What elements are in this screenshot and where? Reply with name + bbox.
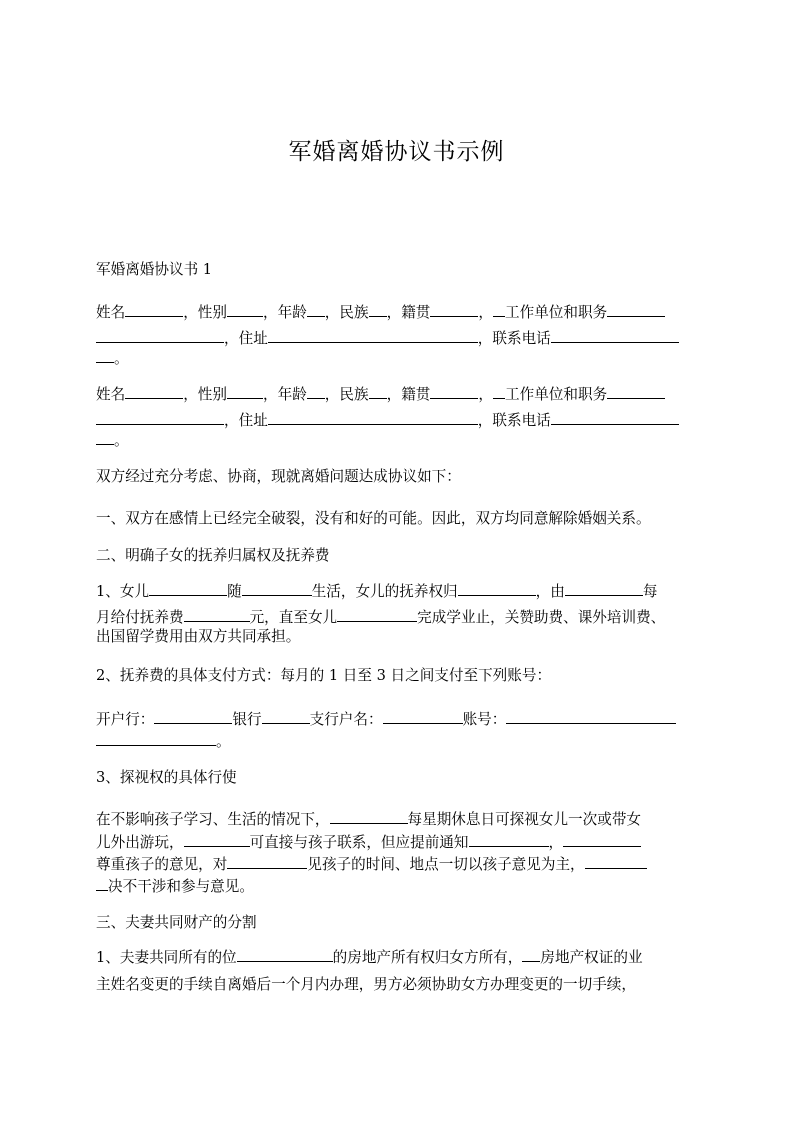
- label-gender: ，性别: [183, 386, 227, 403]
- label-phone: ，联系电话: [477, 412, 551, 429]
- text: 在不影响孩子学习、生活的情况下，: [96, 811, 330, 828]
- text: 1、女儿: [96, 583, 150, 600]
- blank-field[interactable]: [237, 944, 333, 962]
- text: 完成学业止，关赞助费、课外培训费、: [417, 609, 666, 626]
- text: 随: [227, 583, 242, 600]
- blank-field[interactable]: [184, 604, 250, 622]
- label-age: ，年龄: [263, 386, 307, 403]
- label-bank: 开户行：: [96, 711, 155, 728]
- blank-field[interactable]: [307, 299, 325, 317]
- party2-line3: [96, 427, 716, 454]
- label-account-name: 支行户名：: [309, 711, 383, 728]
- period: 。: [216, 733, 231, 750]
- party2-line1: [96, 381, 716, 408]
- clause-3-1-line2: 主姓名变更的手续自离婚后一个月内办理，男方必须协助女方办理变更的一切手续，: [96, 976, 636, 993]
- visit-line4: [96, 873, 716, 900]
- clause-2-3-title: 3、探视权的具体行使: [96, 769, 237, 786]
- account-line2: [96, 728, 716, 755]
- label-ethnic: ，民族: [324, 304, 369, 321]
- intro-paragraph: 双方经过充分考虑、协商，现就离婚问题达成协议如下：: [96, 468, 461, 485]
- label-account-number: 账号：: [462, 711, 507, 728]
- label-name: 姓名: [96, 386, 126, 403]
- blank-field[interactable]: [154, 706, 232, 724]
- label-name: 姓名: [96, 304, 126, 321]
- label-ethnic: ，民族: [324, 386, 369, 403]
- text: 生活，女儿的抚养权归: [311, 583, 458, 600]
- text: 月给付抚养费: [96, 609, 184, 626]
- blank-field[interactable]: [227, 381, 263, 399]
- separator: ，: [478, 304, 493, 321]
- text: ，: [548, 834, 564, 851]
- blank-field[interactable]: [522, 944, 540, 962]
- text: 房地产权证的业: [540, 949, 643, 966]
- separator: ，: [478, 386, 493, 403]
- text: 尊重孩子的意见，对: [96, 856, 228, 873]
- blank-field[interactable]: [585, 851, 647, 869]
- blank-field[interactable]: [469, 829, 549, 847]
- label-age: ，年龄: [263, 304, 307, 321]
- blank-field[interactable]: [430, 381, 478, 399]
- clause-2-title: 二、明确子女的抚养归属权及抚养费: [96, 547, 330, 564]
- clause-2-2: 2、抚养费的具体支付方式：每月的 1 日至 3 日之间支付至下列账号：: [96, 667, 552, 684]
- clause-2-1-line3: 出国留学费用由双方共同承担。: [96, 628, 301, 645]
- clause-3-title: 三、夫妻共同财产的分割: [96, 914, 257, 931]
- blank-field[interactable]: [551, 407, 679, 425]
- blank-field[interactable]: [607, 381, 665, 399]
- text: 决不干涉和参与意见。: [108, 878, 254, 895]
- blank-field[interactable]: [369, 381, 387, 399]
- label-origin: ，籍贯: [386, 386, 431, 403]
- blank-field[interactable]: [383, 706, 463, 724]
- text: ，由: [535, 583, 565, 600]
- blank-field[interactable]: [268, 325, 478, 343]
- blank-field[interactable]: [184, 829, 250, 847]
- text: 儿外出游玩，: [96, 834, 184, 851]
- blank-field[interactable]: [607, 299, 665, 317]
- blank-field[interactable]: [565, 578, 643, 596]
- blank-field[interactable]: [125, 299, 183, 317]
- blank-field[interactable]: [125, 381, 183, 399]
- label-phone: ，联系电话: [477, 330, 551, 347]
- label-address: ，住址: [224, 412, 268, 429]
- blank-field[interactable]: [227, 299, 263, 317]
- blank-field[interactable]: [493, 299, 505, 317]
- blank-field[interactable]: [96, 325, 224, 343]
- blank-field[interactable]: [563, 829, 641, 847]
- text: 每星期休息日可探视女儿一次或带女: [407, 811, 642, 828]
- blank-field[interactable]: [242, 578, 312, 596]
- blank-field[interactable]: [307, 381, 325, 399]
- clause-1: 一、双方在感情上已经完全破裂，没有和好的可能。因此，双方均同意解除婚姻关系。: [96, 510, 651, 527]
- blank-field[interactable]: [430, 299, 478, 317]
- blank-field[interactable]: [96, 728, 216, 746]
- agreement-subtitle: 军婚离婚协议书 1: [96, 261, 213, 278]
- blank-field[interactable]: [268, 407, 478, 425]
- blank-field[interactable]: [369, 299, 387, 317]
- clause-3-1-line1: [96, 944, 716, 971]
- period: 。: [114, 432, 129, 449]
- blank-field[interactable]: [149, 578, 227, 596]
- text: 的房地产所有权归女方所有，: [332, 949, 523, 966]
- blank-field[interactable]: [96, 427, 114, 445]
- blank-field[interactable]: [96, 407, 224, 425]
- blank-field[interactable]: [262, 706, 310, 724]
- label-gender: ，性别: [183, 304, 227, 321]
- blank-field[interactable]: [227, 851, 307, 869]
- text: 见孩子的时间、地点一切以孩子意见为主，: [307, 856, 585, 873]
- blank-field[interactable]: [458, 578, 536, 596]
- clause-2-1-line1: [96, 578, 716, 605]
- blank-field[interactable]: [96, 873, 108, 891]
- label-address: ，住址: [224, 330, 268, 347]
- label-work: 工作单位和职务: [505, 386, 608, 403]
- text: 1、夫妻共同所有的位: [96, 949, 237, 966]
- period: 。: [114, 350, 129, 367]
- party1-line3: [96, 345, 716, 372]
- blank-field[interactable]: [330, 806, 408, 824]
- text: 可直接与孩子联系，但应提前通知: [249, 834, 469, 851]
- blank-field[interactable]: [551, 325, 679, 343]
- text: 每: [642, 583, 658, 600]
- label-origin: ，籍贯: [386, 304, 431, 321]
- label-work: 工作单位和职务: [505, 304, 608, 321]
- blank-field[interactable]: [337, 604, 417, 622]
- blank-field[interactable]: [506, 706, 676, 724]
- blank-field[interactable]: [96, 345, 114, 363]
- blank-field[interactable]: [493, 381, 505, 399]
- party1-line1: [96, 299, 716, 326]
- label-bank-suffix: 银行: [232, 711, 262, 728]
- page-title: 军婚离婚协议书示例: [288, 139, 505, 165]
- text: 元，直至女儿: [249, 609, 338, 626]
